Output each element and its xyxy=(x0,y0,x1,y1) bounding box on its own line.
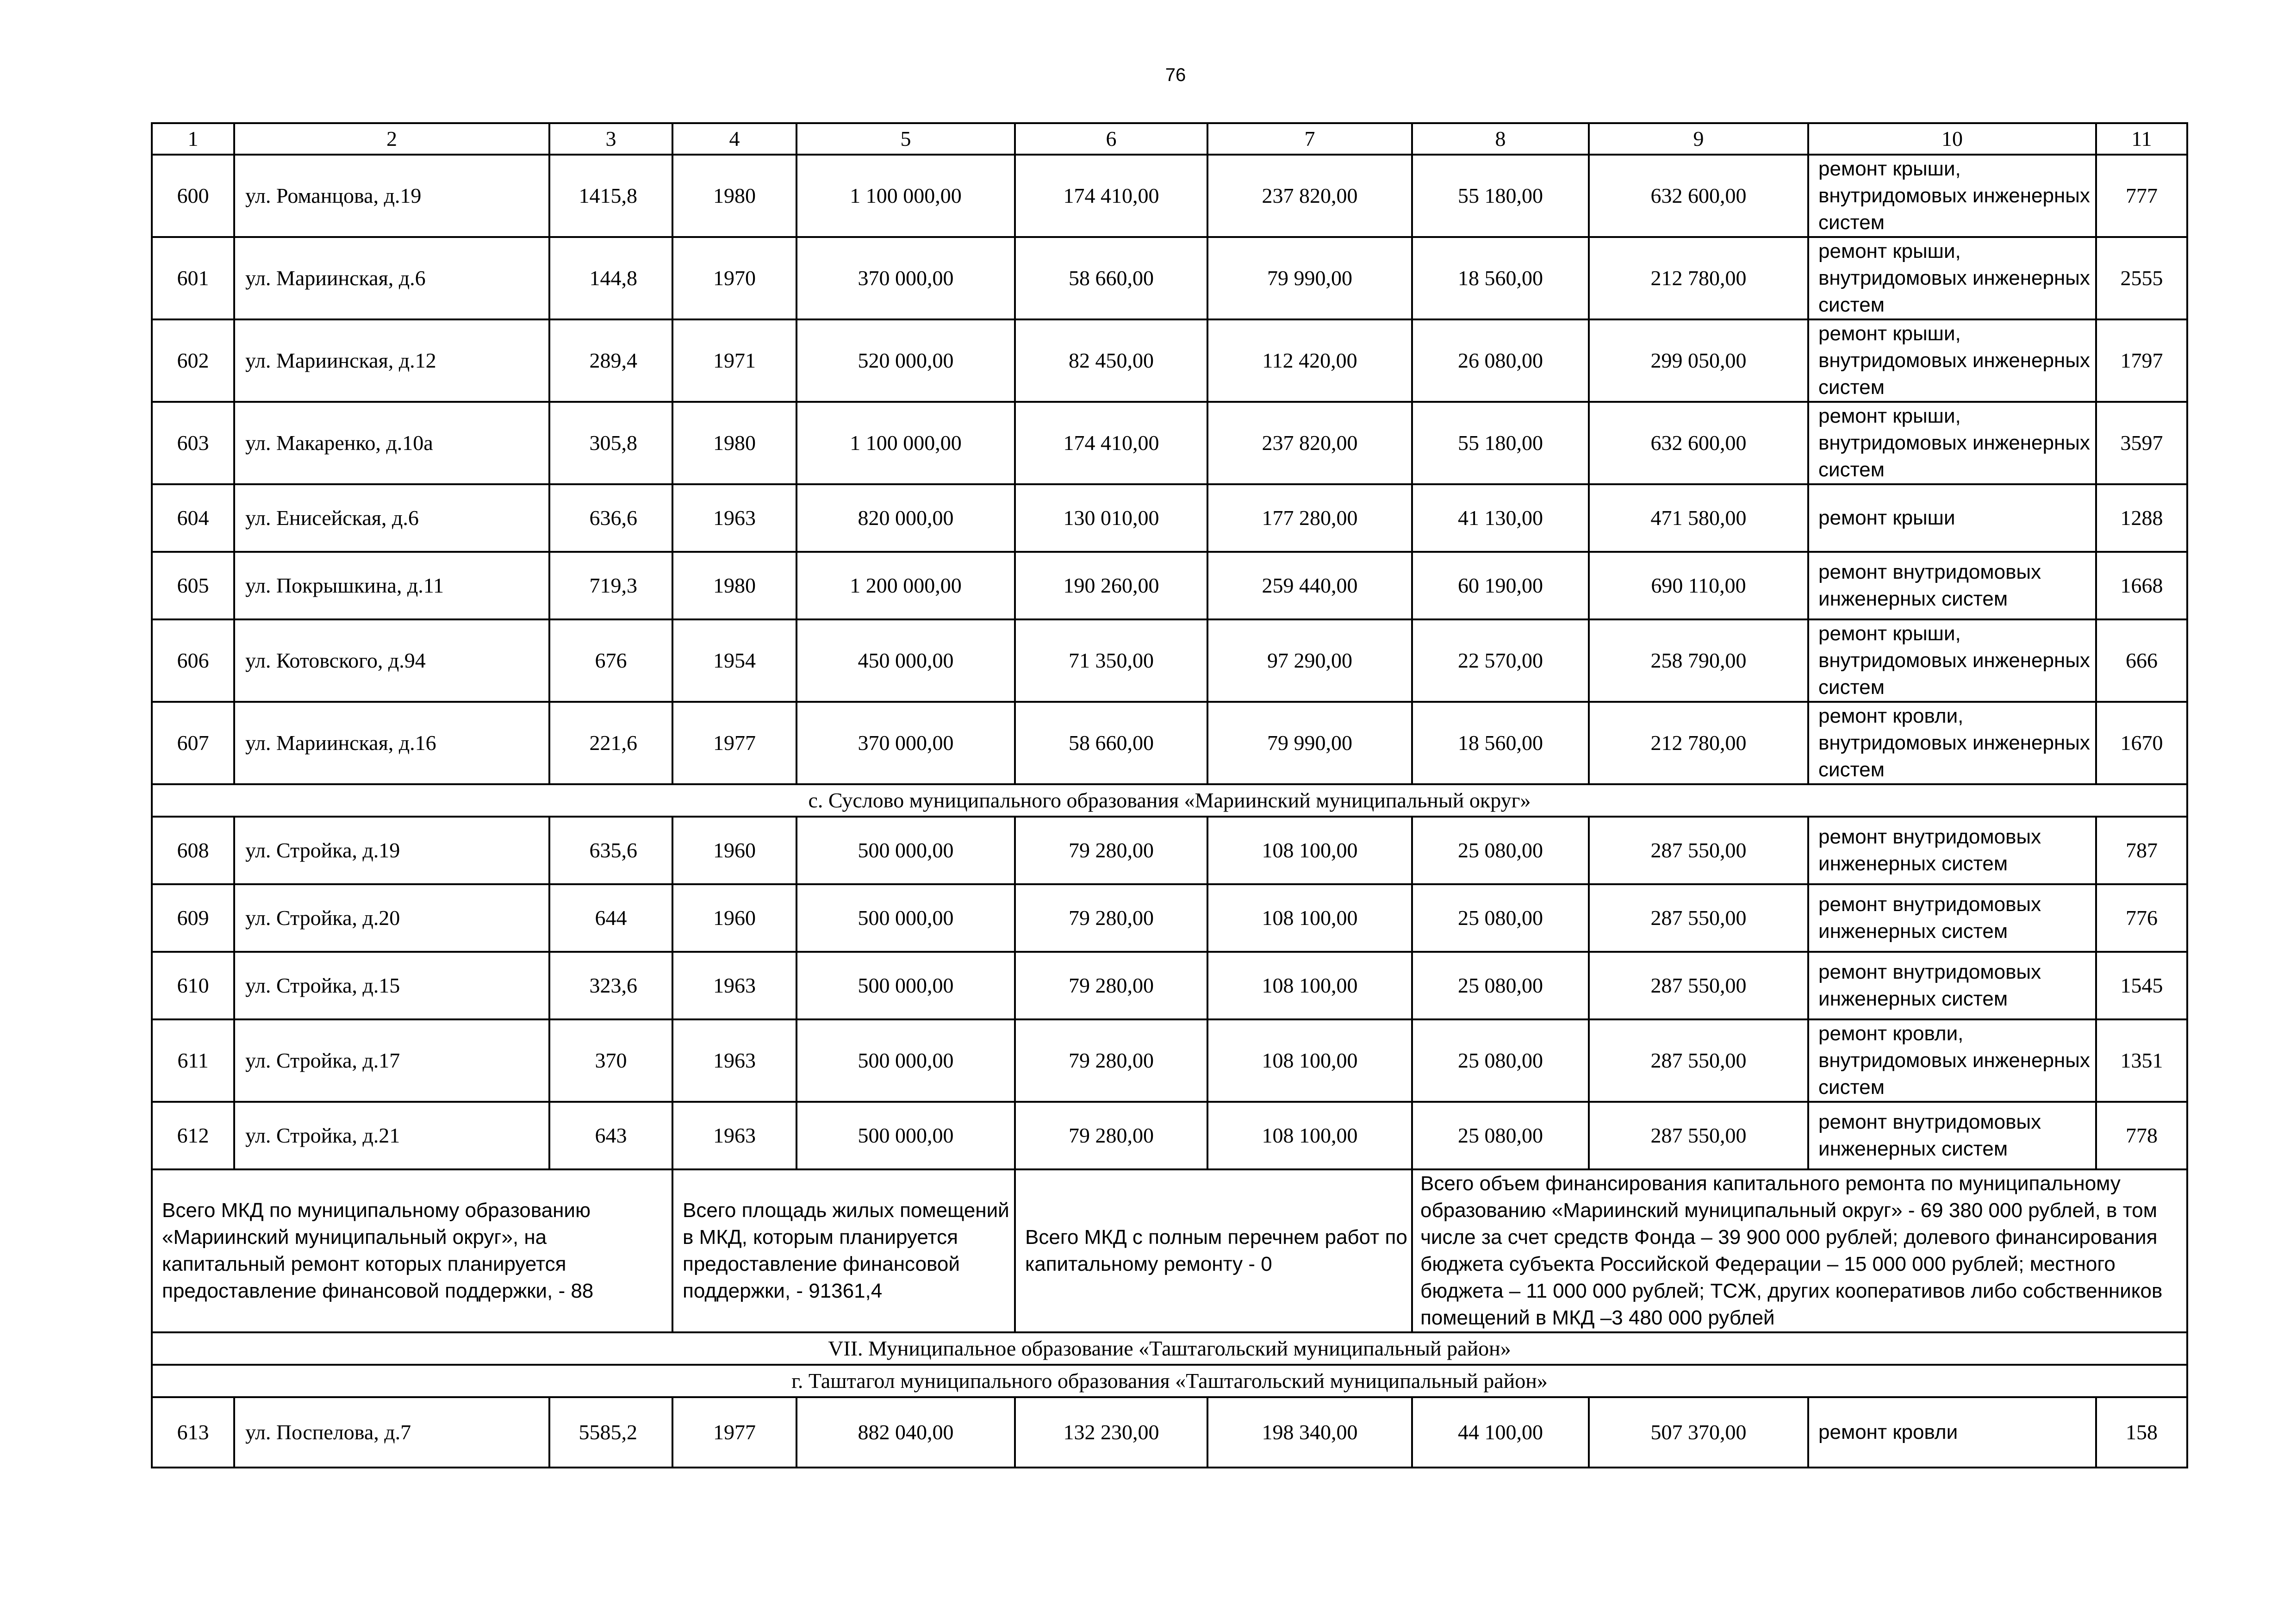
column-number: 8 xyxy=(1412,123,1589,155)
row-number: 610 xyxy=(152,952,234,1019)
table-row xyxy=(152,817,2187,884)
total-cost-cell: 500 000,00 xyxy=(796,1102,1015,1169)
fund-cell: 190 260,00 xyxy=(1015,552,1207,619)
total-cost-cell: 820 000,00 xyxy=(796,484,1015,552)
code-cell: 1288 xyxy=(2096,484,2187,552)
area-cell: 636,6 xyxy=(549,484,672,552)
address-cell: ул. Стройка, д.19 xyxy=(234,817,549,884)
column-number: 6 xyxy=(1015,123,1207,155)
area-cell: 719,3 xyxy=(549,552,672,619)
owners-cell: 471 580,00 xyxy=(1589,484,1808,552)
table-row xyxy=(152,952,2187,1019)
local-budget-cell: 55 180,00 xyxy=(1412,155,1589,237)
work-type-cell: ремонт внутридомовых инженерных систем xyxy=(1808,817,2096,884)
table-row xyxy=(152,1397,2187,1468)
year-cell: 1980 xyxy=(672,155,796,237)
table-row xyxy=(152,552,2187,619)
year-cell: 1971 xyxy=(672,319,796,402)
local-budget-cell: 25 080,00 xyxy=(1412,817,1589,884)
address-cell: ул. Покрышкина, д.11 xyxy=(234,552,549,619)
subject-budget-cell: 108 100,00 xyxy=(1207,952,1412,1019)
address-cell: ул. Стройка, д.17 xyxy=(234,1019,549,1102)
code-cell: 1670 xyxy=(2096,702,2187,784)
column-number: 7 xyxy=(1207,123,1412,155)
local-budget-cell: 26 080,00 xyxy=(1412,319,1589,402)
work-type-cell: ремонт внутридомовых инженерных систем xyxy=(1808,552,2096,619)
local-budget-cell: 41 130,00 xyxy=(1412,484,1589,552)
total-cost-cell: 500 000,00 xyxy=(796,884,1015,952)
subject-budget-cell: 177 280,00 xyxy=(1207,484,1412,552)
table-row xyxy=(152,319,2187,402)
row-number: 604 xyxy=(152,484,234,552)
work-type-cell: ремонт внутридомовых инженерных систем xyxy=(1808,884,2096,952)
owners-cell: 287 550,00 xyxy=(1589,1019,1808,1102)
total-cost-cell: 500 000,00 xyxy=(796,817,1015,884)
code-cell: 1351 xyxy=(2096,1019,2187,1102)
owners-cell: 287 550,00 xyxy=(1589,817,1808,884)
fund-cell: 82 450,00 xyxy=(1015,319,1207,402)
area-cell: 676 xyxy=(549,619,672,702)
address-cell: ул. Макаренко, д.10а xyxy=(234,402,549,484)
summary-total-mkd: Всего МКД по муниципальному образованию «Мариинский муниципальный округ», на капитальный ремонт которых планируется предоставление финансовой поддержки, - 88 xyxy=(152,1169,672,1332)
row-number: 605 xyxy=(152,552,234,619)
total-cost-cell: 1 100 000,00 xyxy=(796,402,1015,484)
work-type-cell: ремонт кровли xyxy=(1808,1397,2096,1468)
year-cell: 1963 xyxy=(672,1102,796,1169)
address-cell: ул. Поспелова, д.7 xyxy=(234,1397,549,1468)
work-type-cell: ремонт внутридомовых инженерных систем xyxy=(1808,952,2096,1019)
subject-budget-cell: 259 440,00 xyxy=(1207,552,1412,619)
local-budget-cell: 25 080,00 xyxy=(1412,1019,1589,1102)
code-cell: 1797 xyxy=(2096,319,2187,402)
fund-cell: 58 660,00 xyxy=(1015,237,1207,319)
row-number: 612 xyxy=(152,1102,234,1169)
year-cell: 1954 xyxy=(672,619,796,702)
summary-total-financing: Всего объем финансирования капитального ремонта по муниципальному образованию «Мариинский муниципальный округ» - 69 380 000 рублей, в том числе за счет средств Фонда – 39 900 000 рублей; долевого финансирования бюджета субъекта Российской Федерации – 15 000 000 рублей; местного бюджета – 11 000 000 рублей; ТСЖ, других кооперативов либо собственников помещений в МКД –3 480 000 рублей xyxy=(1412,1169,2187,1332)
total-cost-cell: 520 000,00 xyxy=(796,319,1015,402)
code-cell: 787 xyxy=(2096,817,2187,884)
column-number: 2 xyxy=(234,123,549,155)
section-row xyxy=(152,1332,2187,1365)
owners-cell: 287 550,00 xyxy=(1589,1102,1808,1169)
row-number: 613 xyxy=(152,1397,234,1468)
year-cell: 1977 xyxy=(672,702,796,784)
local-budget-cell: 25 080,00 xyxy=(1412,952,1589,1019)
row-number: 611 xyxy=(152,1019,234,1102)
address-cell: ул. Мариинская, д.16 xyxy=(234,702,549,784)
code-cell: 2555 xyxy=(2096,237,2187,319)
work-type-cell: ремонт крыши, внутридомовых инженерных систем xyxy=(1808,237,2096,319)
subject-budget-cell: 112 420,00 xyxy=(1207,319,1412,402)
subject-budget-cell: 108 100,00 xyxy=(1207,1102,1412,1169)
row-number: 607 xyxy=(152,702,234,784)
year-cell: 1970 xyxy=(672,237,796,319)
year-cell: 1980 xyxy=(672,552,796,619)
work-type-cell: ремонт крыши, внутридомовых инженерных систем xyxy=(1808,319,2096,402)
area-cell: 370 xyxy=(549,1019,672,1102)
page-number: 76 xyxy=(1165,65,1186,85)
column-number: 11 xyxy=(2096,123,2187,155)
total-cost-cell: 1 200 000,00 xyxy=(796,552,1015,619)
table-row xyxy=(152,1019,2187,1102)
year-cell: 1963 xyxy=(672,952,796,1019)
table-row xyxy=(152,484,2187,552)
subsection-tashtagol-title: г. Таштагол муниципального образования «Таштагольский муниципальный район» xyxy=(152,1365,2187,1397)
address-cell: ул. Мариинская, д.12 xyxy=(234,319,549,402)
capital-repair-table xyxy=(151,122,2188,1468)
table-row xyxy=(152,619,2187,702)
year-cell: 1963 xyxy=(672,484,796,552)
year-cell: 1977 xyxy=(672,1397,796,1468)
code-cell: 778 xyxy=(2096,1102,2187,1169)
area-cell: 644 xyxy=(549,884,672,952)
code-cell: 158 xyxy=(2096,1397,2187,1468)
total-cost-cell: 882 040,00 xyxy=(796,1397,1015,1468)
address-cell: ул. Котовского, д.94 xyxy=(234,619,549,702)
column-number: 4 xyxy=(672,123,796,155)
subject-budget-cell: 108 100,00 xyxy=(1207,817,1412,884)
subject-budget-cell: 108 100,00 xyxy=(1207,884,1412,952)
subject-budget-cell: 97 290,00 xyxy=(1207,619,1412,702)
row-number: 602 xyxy=(152,319,234,402)
column-number: 1 xyxy=(152,123,234,155)
subject-budget-cell: 108 100,00 xyxy=(1207,1019,1412,1102)
local-budget-cell: 44 100,00 xyxy=(1412,1397,1589,1468)
owners-cell: 690 110,00 xyxy=(1589,552,1808,619)
row-number: 601 xyxy=(152,237,234,319)
fund-cell: 79 280,00 xyxy=(1015,1019,1207,1102)
total-cost-cell: 370 000,00 xyxy=(796,702,1015,784)
local-budget-cell: 22 570,00 xyxy=(1412,619,1589,702)
area-cell: 1415,8 xyxy=(549,155,672,237)
table-body xyxy=(152,123,2187,1468)
owners-cell: 212 780,00 xyxy=(1589,237,1808,319)
section-suslovo-title: с. Суслово муниципального образования «Мариинский муниципальный округ» xyxy=(152,784,2187,817)
year-cell: 1963 xyxy=(672,1019,796,1102)
total-cost-cell: 500 000,00 xyxy=(796,1019,1015,1102)
table-row xyxy=(152,237,2187,319)
summary-row xyxy=(152,1169,2187,1332)
owners-cell: 212 780,00 xyxy=(1589,702,1808,784)
column-number: 10 xyxy=(1808,123,2096,155)
address-cell: ул. Стройка, д.20 xyxy=(234,884,549,952)
table-row xyxy=(152,155,2187,237)
section-row xyxy=(152,1365,2187,1397)
row-number: 600 xyxy=(152,155,234,237)
work-type-cell: ремонт крыши, внутридомовых инженерных систем xyxy=(1808,619,2096,702)
area-cell: 144,8 xyxy=(549,237,672,319)
subject-budget-cell: 79 990,00 xyxy=(1207,237,1412,319)
subject-budget-cell: 198 340,00 xyxy=(1207,1397,1412,1468)
address-cell: ул. Мариинская, д.6 xyxy=(234,237,549,319)
summary-total-full-works: Всего МКД с полным перечнем работ по капитальному ремонту - 0 xyxy=(1015,1169,1412,1332)
row-number: 603 xyxy=(152,402,234,484)
year-cell: 1960 xyxy=(672,884,796,952)
local-budget-cell: 55 180,00 xyxy=(1412,402,1589,484)
address-cell: ул. Енисейская, д.6 xyxy=(234,484,549,552)
code-cell: 777 xyxy=(2096,155,2187,237)
owners-cell: 287 550,00 xyxy=(1589,952,1808,1019)
local-budget-cell: 25 080,00 xyxy=(1412,884,1589,952)
table-row xyxy=(152,884,2187,952)
column-number: 9 xyxy=(1589,123,1808,155)
fund-cell: 79 280,00 xyxy=(1015,817,1207,884)
code-cell: 776 xyxy=(2096,884,2187,952)
owners-cell: 632 600,00 xyxy=(1589,402,1808,484)
work-type-cell: ремонт кровли, внутридомовых инженерных систем xyxy=(1808,1019,2096,1102)
area-cell: 289,4 xyxy=(549,319,672,402)
table-row xyxy=(152,1102,2187,1169)
total-cost-cell: 1 100 000,00 xyxy=(796,155,1015,237)
table-row xyxy=(152,702,2187,784)
owners-cell: 258 790,00 xyxy=(1589,619,1808,702)
work-type-cell: ремонт крыши xyxy=(1808,484,2096,552)
summary-total-area: Всего площадь жилых помещений в МКД, которым планируется предоставление финансовой поддержки, - 91361,4 xyxy=(672,1169,1015,1332)
year-cell: 1980 xyxy=(672,402,796,484)
total-cost-cell: 500 000,00 xyxy=(796,952,1015,1019)
column-number: 5 xyxy=(796,123,1015,155)
column-number-row xyxy=(152,123,2187,155)
address-cell: ул. Стройка, д.21 xyxy=(234,1102,549,1169)
fund-cell: 58 660,00 xyxy=(1015,702,1207,784)
section-tashtagol-title: VII. Муниципальное образование «Таштагольский муниципальный район» xyxy=(152,1332,2187,1365)
subject-budget-cell: 237 820,00 xyxy=(1207,402,1412,484)
code-cell: 1668 xyxy=(2096,552,2187,619)
area-cell: 221,6 xyxy=(549,702,672,784)
work-type-cell: ремонт крыши, внутридомовых инженерных систем xyxy=(1808,155,2096,237)
column-number: 3 xyxy=(549,123,672,155)
area-cell: 323,6 xyxy=(549,952,672,1019)
subject-budget-cell: 79 990,00 xyxy=(1207,702,1412,784)
code-cell: 3597 xyxy=(2096,402,2187,484)
table-row xyxy=(152,402,2187,484)
row-number: 609 xyxy=(152,884,234,952)
section-row xyxy=(152,784,2187,817)
total-cost-cell: 450 000,00 xyxy=(796,619,1015,702)
owners-cell: 287 550,00 xyxy=(1589,884,1808,952)
address-cell: ул. Романцова, д.19 xyxy=(234,155,549,237)
address-cell: ул. Стройка, д.15 xyxy=(234,952,549,1019)
local-budget-cell: 25 080,00 xyxy=(1412,1102,1589,1169)
area-cell: 635,6 xyxy=(549,817,672,884)
fund-cell: 79 280,00 xyxy=(1015,884,1207,952)
local-budget-cell: 18 560,00 xyxy=(1412,702,1589,784)
area-cell: 643 xyxy=(549,1102,672,1169)
row-number: 608 xyxy=(152,817,234,884)
local-budget-cell: 60 190,00 xyxy=(1412,552,1589,619)
fund-cell: 71 350,00 xyxy=(1015,619,1207,702)
area-cell: 5585,2 xyxy=(549,1397,672,1468)
work-type-cell: ремонт кровли, внутридомовых инженерных систем xyxy=(1808,702,2096,784)
fund-cell: 174 410,00 xyxy=(1015,402,1207,484)
fund-cell: 79 280,00 xyxy=(1015,1102,1207,1169)
fund-cell: 79 280,00 xyxy=(1015,952,1207,1019)
fund-cell: 130 010,00 xyxy=(1015,484,1207,552)
owners-cell: 632 600,00 xyxy=(1589,155,1808,237)
work-type-cell: ремонт внутридомовых инженерных систем xyxy=(1808,1102,2096,1169)
fund-cell: 132 230,00 xyxy=(1015,1397,1207,1468)
area-cell: 305,8 xyxy=(549,402,672,484)
code-cell: 666 xyxy=(2096,619,2187,702)
work-type-cell: ремонт крыши, внутридомовых инженерных систем xyxy=(1808,402,2096,484)
subject-budget-cell: 237 820,00 xyxy=(1207,155,1412,237)
row-number: 606 xyxy=(152,619,234,702)
owners-cell: 299 050,00 xyxy=(1589,319,1808,402)
year-cell: 1960 xyxy=(672,817,796,884)
owners-cell: 507 370,00 xyxy=(1589,1397,1808,1468)
local-budget-cell: 18 560,00 xyxy=(1412,237,1589,319)
fund-cell: 174 410,00 xyxy=(1015,155,1207,237)
total-cost-cell: 370 000,00 xyxy=(796,237,1015,319)
code-cell: 1545 xyxy=(2096,952,2187,1019)
